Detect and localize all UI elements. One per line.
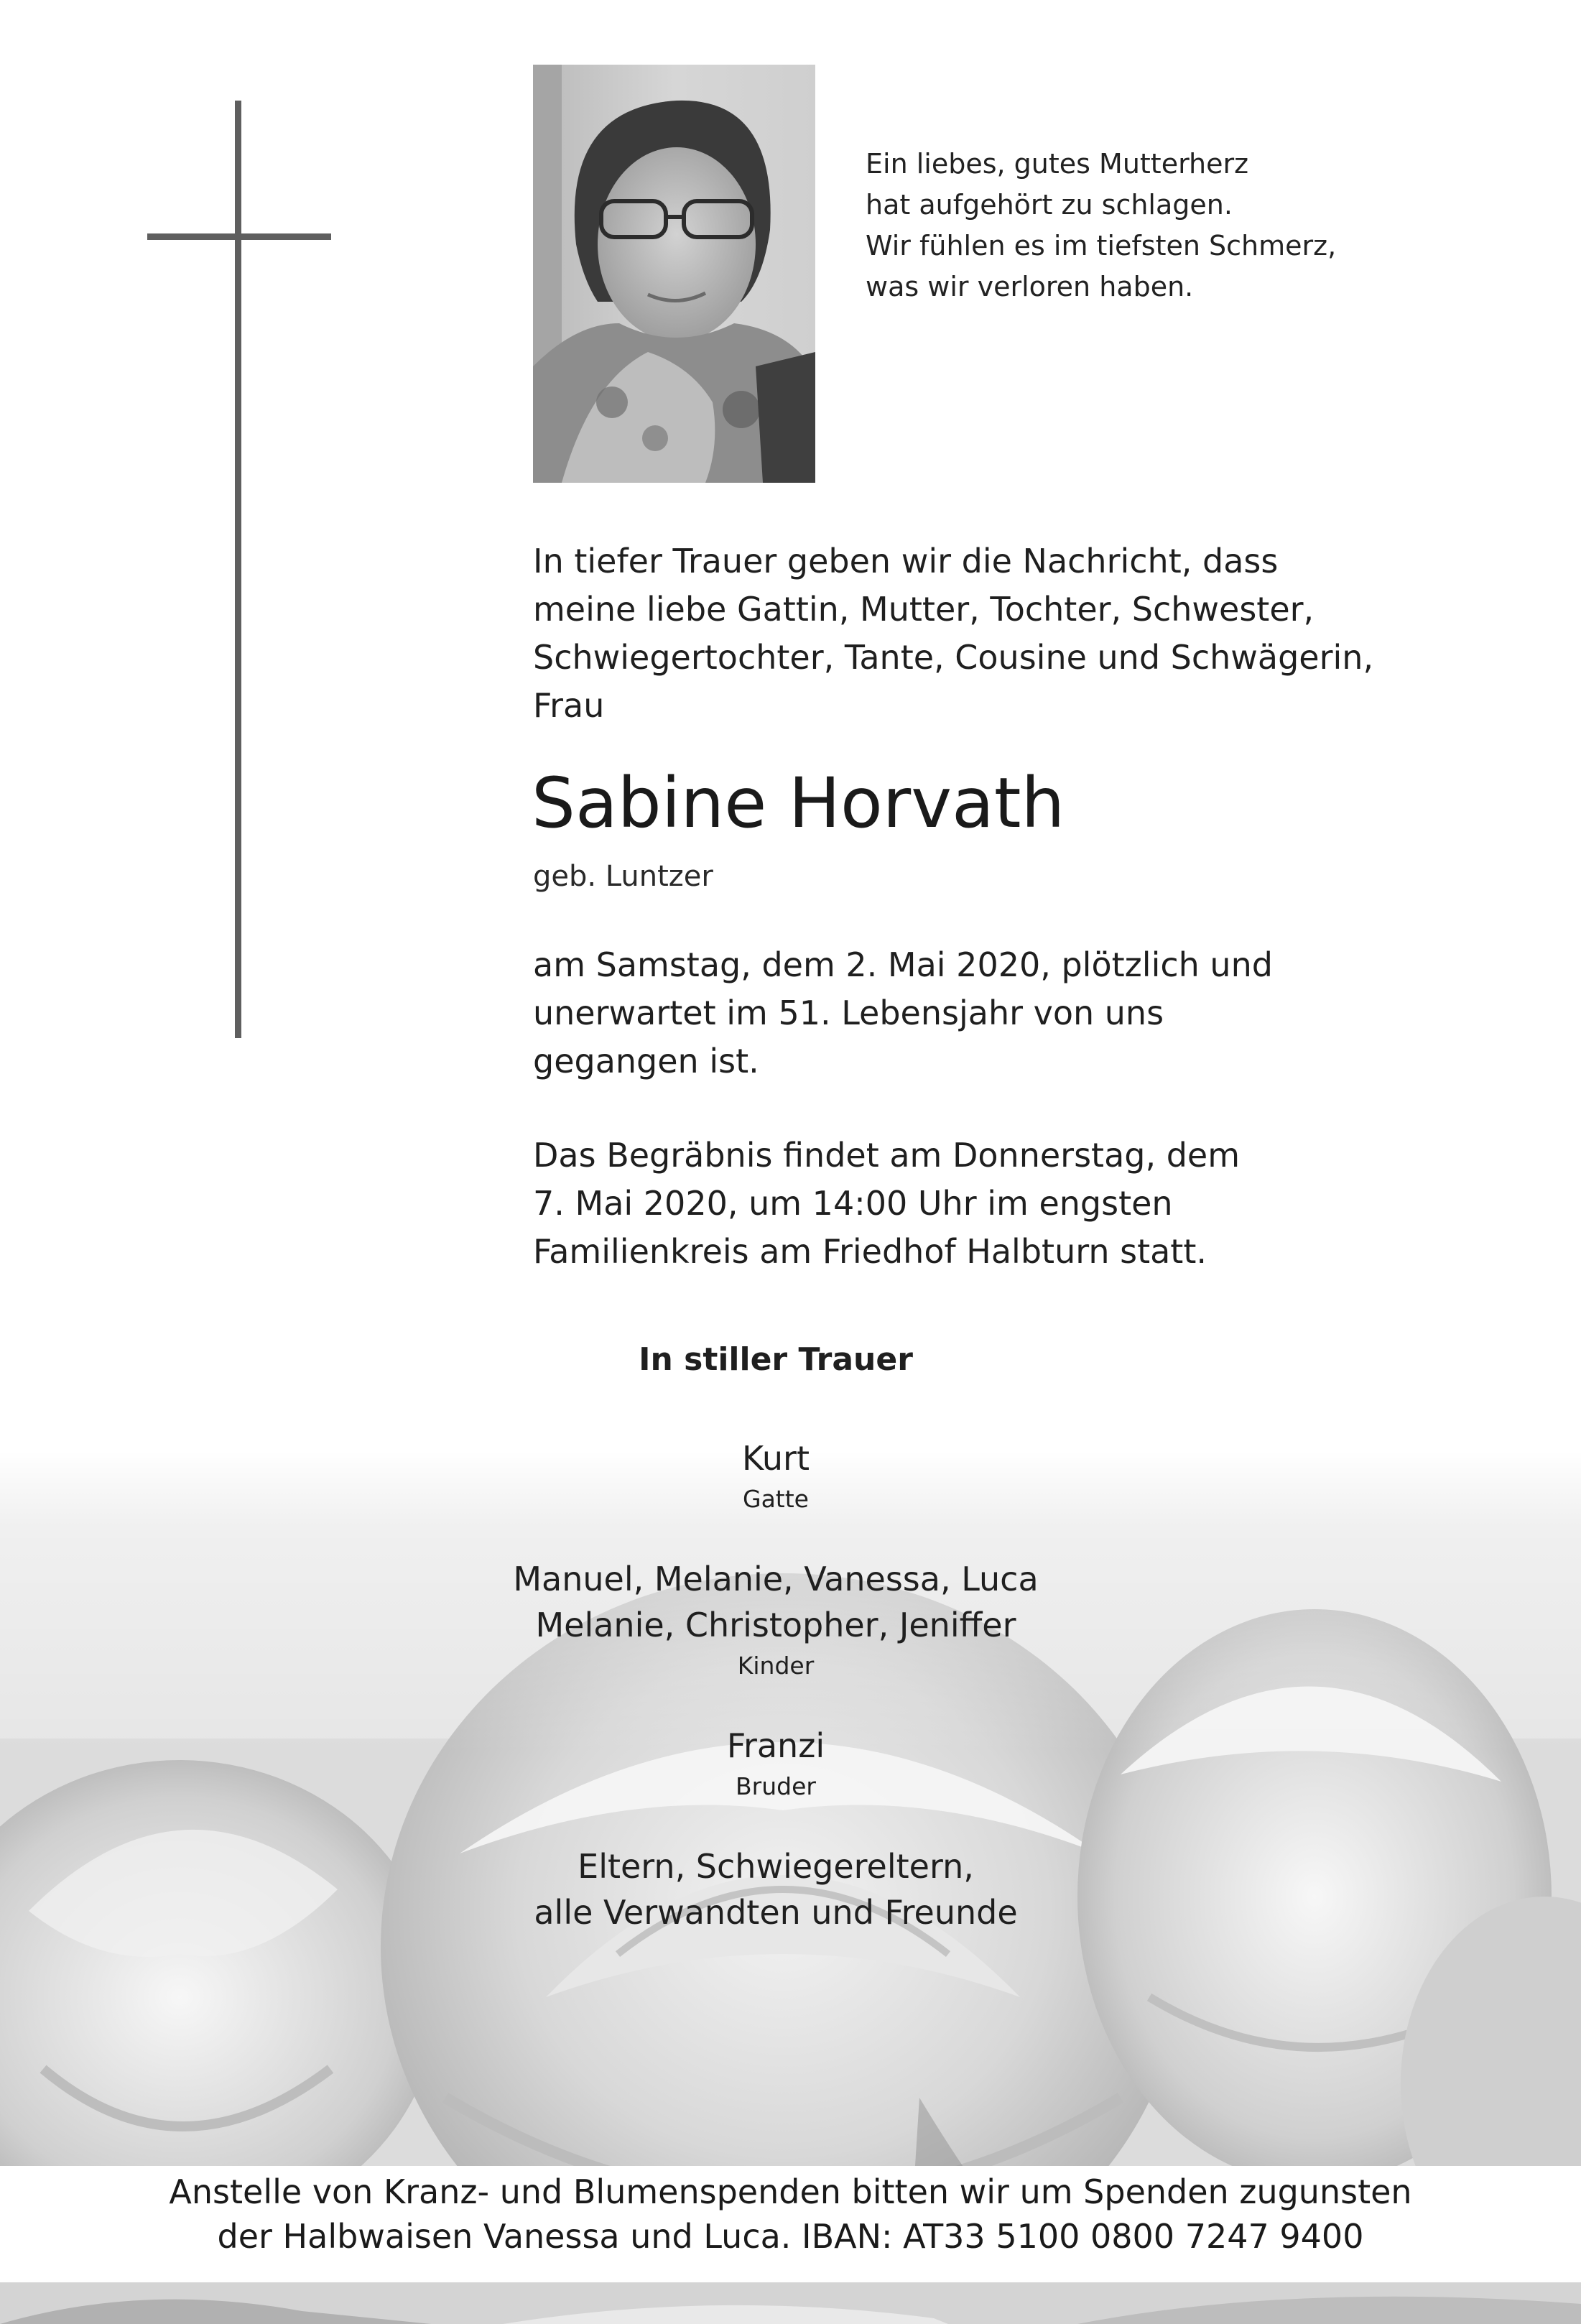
mourner-relation: Bruder: [736, 1772, 816, 1800]
death-notice-line: am Samstag, dem 2. Mai 2020, plötzlich und: [533, 945, 1273, 984]
verse-line: was wir verloren haben.: [866, 271, 1194, 302]
mourner-group-family: [417, 1843, 1135, 1935]
funeral-notice-line: 7. Mai 2020, um 14:00 Uhr im engsten: [533, 1184, 1173, 1223]
mourner-group-spouse: [417, 1435, 1135, 1517]
donation-footer-line: der Halbwaisen Vanessa und Luca. IBAN: AT33 5100 0800 7247 9400: [217, 2217, 1364, 2256]
mourner-name: Kurt: [742, 1439, 810, 1478]
death-notice-line: gegangen ist.: [533, 1042, 759, 1080]
memorial-verse: [866, 144, 1336, 307]
intro-line: Frau: [533, 686, 605, 725]
mourner-group-brother: [417, 1723, 1135, 1805]
cross-horizontal-bar: [147, 233, 331, 240]
funeral-notice: [533, 1131, 1240, 1276]
cross-vertical-bar: [235, 101, 241, 1038]
mourners-title: In stiller Trauer: [639, 1341, 913, 1378]
mourner-relation: Kinder: [737, 1652, 815, 1680]
verse-line: Wir fühlen es im tiefsten Schmerz,: [866, 230, 1337, 261]
mourner-group-children: [417, 1556, 1135, 1684]
intro-line: Schwiegertochter, Tante, Cousine und Schwägerin,: [533, 638, 1374, 677]
portrait-photo: [533, 65, 815, 483]
intro-line: In tiefer Trauer geben wir die Nachricht, dass: [533, 542, 1279, 580]
intro-line: meine liebe Gattin, Mutter, Tochter, Schwester,: [533, 590, 1315, 629]
donation-footer-line: Anstelle von Kranz- und Blumenspenden bitten wir um Spenden zugunsten: [169, 2172, 1412, 2211]
funeral-notice-line: Familienkreis am Friedhof Halbturn statt.: [533, 1232, 1207, 1271]
maiden-name: geb. Luntzer: [533, 860, 713, 893]
mourner-name: Eltern, Schwiegereltern,: [578, 1847, 974, 1886]
rose-bottom-strip: [0, 2282, 1581, 2324]
mourner-name: Melanie, Christopher, Jeniffer: [535, 1606, 1016, 1644]
deceased-name: Sabine Horvath: [532, 763, 1065, 843]
mourner-relation: Gatte: [743, 1485, 809, 1513]
death-notice: [533, 941, 1273, 1085]
death-notice-line: unerwartet im 51. Lebensjahr von uns: [533, 994, 1164, 1032]
funeral-notice-line: Das Begräbnis findet am Donnerstag, dem: [533, 1136, 1241, 1175]
mourner-name: Franzi: [726, 1726, 825, 1765]
mourner-name: alle Verwandten und Freunde: [534, 1893, 1018, 1932]
verse-line: Ein liebes, gutes Mutterherz: [866, 148, 1249, 180]
verse-line: hat aufgehört zu schlagen.: [866, 189, 1233, 221]
mourner-name: Manuel, Melanie, Vanessa, Luca: [513, 1560, 1039, 1598]
announcement-intro: [533, 537, 1373, 730]
